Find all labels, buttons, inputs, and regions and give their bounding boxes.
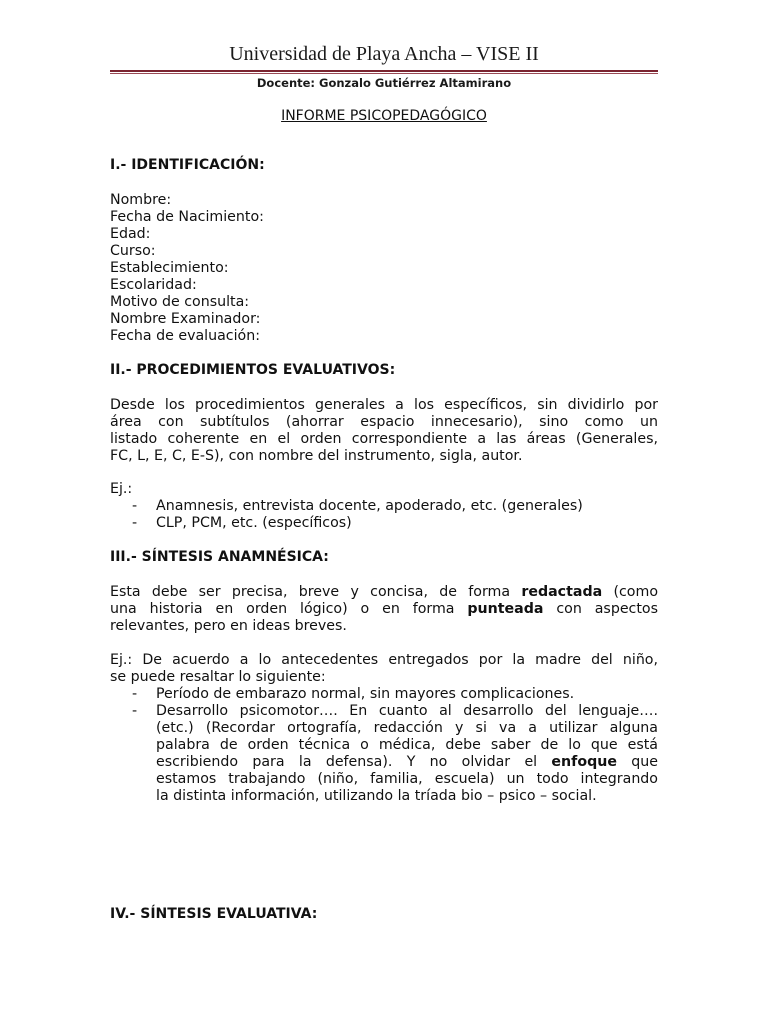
paragraph-line: estamos trabajando (niño, familia, escuela) un todo integrando bbox=[156, 771, 658, 787]
paragraph-line: Desarrollo psicomotor…. En cuanto al desarrollo del lenguaje…. bbox=[156, 703, 658, 719]
header-rule-thin bbox=[110, 73, 658, 74]
text-run: una historia en orden lógico) o en forma bbox=[110, 601, 468, 617]
field-birthdate: Fecha de Nacimiento: bbox=[110, 209, 264, 225]
bold-term: punteada bbox=[467, 601, 544, 617]
text-run: (como bbox=[602, 584, 658, 600]
document-title: INFORME PSICOPEDAGÓGICO bbox=[281, 108, 487, 124]
field-consult-reason: Motivo de consulta: bbox=[110, 294, 250, 310]
anamnesis-list bbox=[110, 686, 658, 805]
list-item-text: CLP, PCM, etc. (específicos) bbox=[156, 515, 352, 531]
procedures-paragraph bbox=[110, 397, 658, 465]
paragraph-line: relevantes, pero en ideas breves. bbox=[110, 618, 347, 634]
paragraph-line bbox=[110, 601, 658, 618]
procedures-example bbox=[110, 481, 658, 532]
anamnesis-bullets bbox=[110, 686, 658, 805]
list-item bbox=[110, 686, 658, 703]
header-rule bbox=[110, 70, 658, 72]
paragraph-line: FC, L, E, C, E-S), con nombre del instrumento, sigla, autor. bbox=[110, 448, 523, 464]
paragraph-line: (etc.) (Recordar ortografía, redacción y si va a utilizar alguna bbox=[156, 720, 658, 736]
identification-fields bbox=[110, 192, 658, 345]
example-label: Ej.: bbox=[110, 481, 133, 497]
university-header: Universidad de Playa Ancha – VISE II bbox=[229, 43, 539, 65]
paragraph-line bbox=[110, 584, 658, 601]
bold-term: enfoque bbox=[551, 754, 617, 770]
list-item bbox=[110, 515, 658, 532]
field-age: Edad: bbox=[110, 226, 151, 242]
bold-term: redactada bbox=[521, 584, 603, 600]
list-item-paragraph bbox=[156, 703, 658, 805]
dash-bullet: - bbox=[132, 703, 138, 719]
section-procedures-heading: II.- PROCEDIMIENTOS EVALUATIVOS: bbox=[110, 362, 396, 378]
field-examiner: Nombre Examinador: bbox=[110, 311, 261, 327]
paragraph-line: la distinta información, utilizando la tríada bio – psico – social. bbox=[156, 788, 597, 804]
paragraph-line: listado coherente en el orden correspondiente a las áreas (Generales, bbox=[110, 431, 658, 447]
text-run: que bbox=[616, 754, 658, 770]
text-run: con aspectos bbox=[543, 601, 658, 617]
field-course: Curso: bbox=[110, 243, 156, 259]
list-item bbox=[110, 498, 658, 515]
dash-bullet: - bbox=[132, 498, 138, 514]
paragraph-line: se puede resaltar lo siguiente: bbox=[110, 669, 326, 685]
paragraph-line: palabra de orden técnica o médica, debe saber de lo que está bbox=[156, 737, 658, 753]
procedures-list bbox=[110, 498, 658, 532]
section-anamnesis-heading: III.- SÍNTESIS ANAMNÉSICA: bbox=[110, 549, 329, 565]
list-item-text: Anamnesis, entrevista docente, apoderado, etc. (generales) bbox=[156, 498, 583, 514]
field-school: Establecimiento: bbox=[110, 260, 229, 276]
field-schooling: Escolaridad: bbox=[110, 277, 197, 293]
paragraph-line: Ej.: De acuerdo a lo antecedentes entregados por la madre del niño, bbox=[110, 652, 658, 668]
field-eval-date: Fecha de evaluación: bbox=[110, 328, 260, 344]
dash-bullet: - bbox=[132, 515, 138, 531]
paragraph-line: Desde los procedimientos generales a los específicos, sin dividirlo por bbox=[110, 397, 658, 413]
text-run: Esta debe ser precisa, breve y concisa, de forma bbox=[110, 584, 522, 600]
teacher-name: Docente: Gonzalo Gutiérrez Altamirano bbox=[256, 76, 512, 90]
dash-bullet: - bbox=[132, 686, 138, 702]
paragraph-line: área con subtítulos (ahorrar espacio innecesario), sino como un bbox=[110, 414, 658, 430]
anamnesis-paragraph-1 bbox=[110, 584, 658, 635]
section-evaluative-heading: IV.- SÍNTESIS EVALUATIVA: bbox=[110, 906, 318, 922]
list-item-text: Período de embarazo normal, sin mayores complicaciones. bbox=[156, 686, 575, 702]
field-name: Nombre: bbox=[110, 192, 172, 208]
section-identification-heading: I.- IDENTIFICACIÓN: bbox=[110, 157, 265, 173]
anamnesis-paragraph-2 bbox=[110, 652, 658, 686]
text-run: escribiendo para la defensa). Y no olvidar el bbox=[156, 754, 552, 770]
list-item bbox=[110, 703, 658, 805]
paragraph-line bbox=[156, 754, 658, 771]
